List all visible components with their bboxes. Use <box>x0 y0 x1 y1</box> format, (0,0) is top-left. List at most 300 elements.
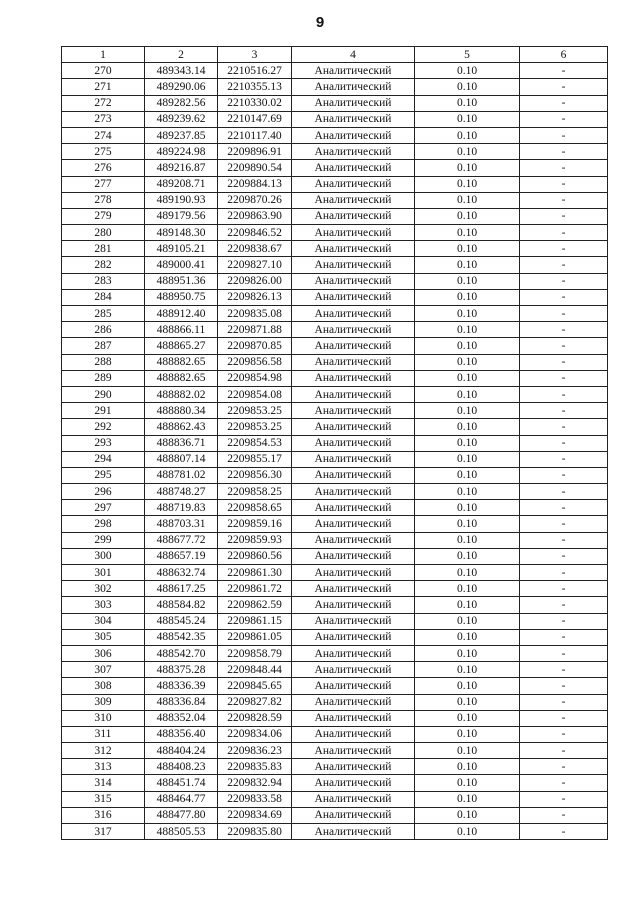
method-cell: Аналитический <box>292 160 415 176</box>
table-row <box>62 225 608 241</box>
note-cell: - <box>520 710 608 726</box>
accuracy-cell: 0.10 <box>415 225 520 241</box>
table-row <box>62 516 608 532</box>
method-cell: Аналитический <box>292 759 415 775</box>
accuracy-cell: 0.10 <box>415 451 520 467</box>
table-row <box>62 322 608 338</box>
method-cell: Аналитический <box>292 629 415 645</box>
note-cell: - <box>520 451 608 467</box>
accuracy-cell: 0.10 <box>415 176 520 192</box>
note-cell: - <box>520 95 608 111</box>
y-coordinate-cell: 2209835.80 <box>218 824 292 840</box>
note-cell: - <box>520 662 608 678</box>
accuracy-cell: 0.10 <box>415 79 520 95</box>
point-number-cell: 296 <box>62 484 145 500</box>
method-cell: Аналитический <box>292 176 415 192</box>
accuracy-cell: 0.10 <box>415 565 520 581</box>
table-row <box>62 775 608 791</box>
note-cell: - <box>520 370 608 386</box>
x-coordinate-cell: 489148.30 <box>145 225 218 241</box>
y-coordinate-cell: 2209870.85 <box>218 338 292 354</box>
x-coordinate-cell: 488703.31 <box>145 516 218 532</box>
x-coordinate-cell: 488836.71 <box>145 435 218 451</box>
table-row <box>62 95 608 111</box>
table-row <box>62 629 608 645</box>
note-cell: - <box>520 419 608 435</box>
x-coordinate-cell: 489224.98 <box>145 144 218 160</box>
note-cell: - <box>520 354 608 370</box>
x-coordinate-cell: 488862.43 <box>145 419 218 435</box>
table-row <box>62 759 608 775</box>
y-coordinate-cell: 2209858.65 <box>218 500 292 516</box>
note-cell: - <box>520 516 608 532</box>
method-cell: Аналитический <box>292 726 415 742</box>
accuracy-cell: 0.10 <box>415 516 520 532</box>
point-number-cell: 314 <box>62 775 145 791</box>
point-number-cell: 289 <box>62 370 145 386</box>
point-number-cell: 275 <box>62 144 145 160</box>
method-cell: Аналитический <box>292 694 415 710</box>
column-header-6: 6 <box>520 47 608 63</box>
x-coordinate-cell: 488542.70 <box>145 645 218 661</box>
y-coordinate-cell: 2209854.08 <box>218 386 292 402</box>
method-cell: Аналитический <box>292 516 415 532</box>
table-row <box>62 678 608 694</box>
x-coordinate-cell: 489343.14 <box>145 63 218 79</box>
y-coordinate-cell: 2209853.25 <box>218 403 292 419</box>
point-number-cell: 307 <box>62 662 145 678</box>
point-number-cell: 271 <box>62 79 145 95</box>
y-coordinate-cell: 2209896.91 <box>218 144 292 160</box>
point-number-cell: 277 <box>62 176 145 192</box>
y-coordinate-cell: 2209854.53 <box>218 435 292 451</box>
x-coordinate-cell: 488865.27 <box>145 338 218 354</box>
point-number-cell: 311 <box>62 726 145 742</box>
method-cell: Аналитический <box>292 484 415 500</box>
note-cell: - <box>520 192 608 208</box>
accuracy-cell: 0.10 <box>415 370 520 386</box>
method-cell: Аналитический <box>292 257 415 273</box>
accuracy-cell: 0.10 <box>415 694 520 710</box>
table-row <box>62 176 608 192</box>
y-coordinate-cell: 2209832.94 <box>218 775 292 791</box>
accuracy-cell: 0.10 <box>415 419 520 435</box>
accuracy-cell: 0.10 <box>415 306 520 322</box>
x-coordinate-cell: 488336.84 <box>145 694 218 710</box>
accuracy-cell: 0.10 <box>415 662 520 678</box>
table-row <box>62 127 608 143</box>
point-number-cell: 306 <box>62 645 145 661</box>
note-cell: - <box>520 467 608 483</box>
point-number-cell: 291 <box>62 403 145 419</box>
point-number-cell: 309 <box>62 694 145 710</box>
table-row <box>62 273 608 289</box>
x-coordinate-cell: 488912.40 <box>145 306 218 322</box>
point-number-cell: 279 <box>62 208 145 224</box>
x-coordinate-cell: 488477.80 <box>145 807 218 823</box>
point-number-cell: 286 <box>62 322 145 338</box>
x-coordinate-cell: 488951.36 <box>145 273 218 289</box>
method-cell: Аналитический <box>292 775 415 791</box>
method-cell: Аналитический <box>292 597 415 613</box>
method-cell: Аналитический <box>292 467 415 483</box>
method-cell: Аналитический <box>292 743 415 759</box>
table-row <box>62 63 608 79</box>
column-header-1: 1 <box>62 47 145 63</box>
y-coordinate-cell: 2209854.98 <box>218 370 292 386</box>
accuracy-cell: 0.10 <box>415 581 520 597</box>
accuracy-cell: 0.10 <box>415 403 520 419</box>
note-cell: - <box>520 807 608 823</box>
y-coordinate-cell: 2209838.67 <box>218 241 292 257</box>
point-number-cell: 274 <box>62 127 145 143</box>
accuracy-cell: 0.10 <box>415 435 520 451</box>
table-row <box>62 144 608 160</box>
point-number-cell: 294 <box>62 451 145 467</box>
point-number-cell: 297 <box>62 500 145 516</box>
accuracy-cell: 0.10 <box>415 791 520 807</box>
x-coordinate-cell: 488719.83 <box>145 500 218 516</box>
table-row <box>62 370 608 386</box>
x-coordinate-cell: 488657.19 <box>145 548 218 564</box>
table-row <box>62 160 608 176</box>
point-number-cell: 316 <box>62 807 145 823</box>
table-row <box>62 613 608 629</box>
note-cell: - <box>520 694 608 710</box>
method-cell: Аналитический <box>292 548 415 564</box>
note-cell: - <box>520 176 608 192</box>
y-coordinate-cell: 2210355.13 <box>218 79 292 95</box>
point-number-cell: 300 <box>62 548 145 564</box>
x-coordinate-cell: 488882.02 <box>145 386 218 402</box>
y-coordinate-cell: 2209871.88 <box>218 322 292 338</box>
method-cell: Аналитический <box>292 144 415 160</box>
x-coordinate-cell: 488866.11 <box>145 322 218 338</box>
note-cell: - <box>520 743 608 759</box>
method-cell: Аналитический <box>292 306 415 322</box>
y-coordinate-cell: 2209861.05 <box>218 629 292 645</box>
point-number-cell: 295 <box>62 467 145 483</box>
note-cell: - <box>520 127 608 143</box>
method-cell: Аналитический <box>292 500 415 516</box>
method-cell: Аналитический <box>292 565 415 581</box>
y-coordinate-cell: 2209858.79 <box>218 645 292 661</box>
x-coordinate-cell: 489105.21 <box>145 241 218 257</box>
accuracy-cell: 0.10 <box>415 160 520 176</box>
table-row <box>62 548 608 564</box>
table-row <box>62 208 608 224</box>
accuracy-cell: 0.10 <box>415 144 520 160</box>
accuracy-cell: 0.10 <box>415 467 520 483</box>
method-cell: Аналитический <box>292 824 415 840</box>
method-cell: Аналитический <box>292 273 415 289</box>
y-coordinate-cell: 2209861.72 <box>218 581 292 597</box>
y-coordinate-cell: 2209828.59 <box>218 710 292 726</box>
accuracy-cell: 0.10 <box>415 257 520 273</box>
x-coordinate-cell: 488404.24 <box>145 743 218 759</box>
point-number-cell: 304 <box>62 613 145 629</box>
y-coordinate-cell: 2209827.82 <box>218 694 292 710</box>
accuracy-cell: 0.10 <box>415 726 520 742</box>
table-row <box>62 726 608 742</box>
y-coordinate-cell: 2209858.25 <box>218 484 292 500</box>
coordinates-table <box>61 46 608 840</box>
x-coordinate-cell: 488505.53 <box>145 824 218 840</box>
table-row <box>62 791 608 807</box>
y-coordinate-cell: 2209835.08 <box>218 306 292 322</box>
point-number-cell: 301 <box>62 565 145 581</box>
x-coordinate-cell: 489179.56 <box>145 208 218 224</box>
table-body <box>62 63 608 840</box>
column-header-4: 4 <box>292 47 415 63</box>
y-coordinate-cell: 2209856.58 <box>218 354 292 370</box>
y-coordinate-cell: 2210147.69 <box>218 111 292 127</box>
table-row <box>62 435 608 451</box>
point-number-cell: 317 <box>62 824 145 840</box>
point-number-cell: 288 <box>62 354 145 370</box>
x-coordinate-cell: 488632.74 <box>145 565 218 581</box>
x-coordinate-cell: 488336.39 <box>145 678 218 694</box>
y-coordinate-cell: 2209826.00 <box>218 273 292 289</box>
point-number-cell: 278 <box>62 192 145 208</box>
table-row <box>62 79 608 95</box>
note-cell: - <box>520 403 608 419</box>
table-row <box>62 645 608 661</box>
x-coordinate-cell: 488584.82 <box>145 597 218 613</box>
x-coordinate-cell: 488781.02 <box>145 467 218 483</box>
y-coordinate-cell: 2209884.13 <box>218 176 292 192</box>
y-coordinate-cell: 2209870.26 <box>218 192 292 208</box>
point-number-cell: 280 <box>62 225 145 241</box>
x-coordinate-cell: 489239.62 <box>145 111 218 127</box>
point-number-cell: 302 <box>62 581 145 597</box>
accuracy-cell: 0.10 <box>415 127 520 143</box>
table-row <box>62 257 608 273</box>
note-cell: - <box>520 532 608 548</box>
method-cell: Аналитический <box>292 435 415 451</box>
accuracy-cell: 0.10 <box>415 532 520 548</box>
note-cell: - <box>520 548 608 564</box>
x-coordinate-cell: 488451.74 <box>145 775 218 791</box>
accuracy-cell: 0.10 <box>415 759 520 775</box>
method-cell: Аналитический <box>292 192 415 208</box>
note-cell: - <box>520 144 608 160</box>
method-cell: Аналитический <box>292 581 415 597</box>
y-coordinate-cell: 2209835.83 <box>218 759 292 775</box>
note-cell: - <box>520 289 608 305</box>
accuracy-cell: 0.10 <box>415 629 520 645</box>
point-number-cell: 303 <box>62 597 145 613</box>
note-cell: - <box>520 322 608 338</box>
point-number-cell: 299 <box>62 532 145 548</box>
x-coordinate-cell: 489282.56 <box>145 95 218 111</box>
point-number-cell: 293 <box>62 435 145 451</box>
note-cell: - <box>520 435 608 451</box>
y-coordinate-cell: 2209848.44 <box>218 662 292 678</box>
point-number-cell: 313 <box>62 759 145 775</box>
note-cell: - <box>520 581 608 597</box>
y-coordinate-cell: 2209856.30 <box>218 467 292 483</box>
table-row <box>62 532 608 548</box>
method-cell: Аналитический <box>292 79 415 95</box>
note-cell: - <box>520 565 608 581</box>
y-coordinate-cell: 2209853.25 <box>218 419 292 435</box>
note-cell: - <box>520 225 608 241</box>
table-row <box>62 743 608 759</box>
note-cell: - <box>520 645 608 661</box>
point-number-cell: 282 <box>62 257 145 273</box>
x-coordinate-cell: 488408.23 <box>145 759 218 775</box>
method-cell: Аналитический <box>292 791 415 807</box>
note-cell: - <box>520 160 608 176</box>
accuracy-cell: 0.10 <box>415 63 520 79</box>
y-coordinate-cell: 2209845.65 <box>218 678 292 694</box>
y-coordinate-cell: 2209846.52 <box>218 225 292 241</box>
x-coordinate-cell: 488464.77 <box>145 791 218 807</box>
x-coordinate-cell: 489190.93 <box>145 192 218 208</box>
y-coordinate-cell: 2209826.13 <box>218 289 292 305</box>
accuracy-cell: 0.10 <box>415 192 520 208</box>
note-cell: - <box>520 484 608 500</box>
y-coordinate-cell: 2209834.69 <box>218 807 292 823</box>
method-cell: Аналитический <box>292 208 415 224</box>
method-cell: Аналитический <box>292 63 415 79</box>
note-cell: - <box>520 629 608 645</box>
table-row <box>62 289 608 305</box>
note-cell: - <box>520 208 608 224</box>
x-coordinate-cell: 488882.65 <box>145 370 218 386</box>
note-cell: - <box>520 500 608 516</box>
note-cell: - <box>520 111 608 127</box>
y-coordinate-cell: 2209859.16 <box>218 516 292 532</box>
point-number-cell: 272 <box>62 95 145 111</box>
x-coordinate-cell: 488807.14 <box>145 451 218 467</box>
table-row <box>62 500 608 516</box>
accuracy-cell: 0.10 <box>415 597 520 613</box>
method-cell: Аналитический <box>292 532 415 548</box>
note-cell: - <box>520 791 608 807</box>
note-cell: - <box>520 257 608 273</box>
note-cell: - <box>520 759 608 775</box>
x-coordinate-cell: 488617.25 <box>145 581 218 597</box>
note-cell: - <box>520 597 608 613</box>
x-coordinate-cell: 488882.65 <box>145 354 218 370</box>
y-coordinate-cell: 2210516.27 <box>218 63 292 79</box>
accuracy-cell: 0.10 <box>415 775 520 791</box>
x-coordinate-cell: 489208.71 <box>145 176 218 192</box>
method-cell: Аналитический <box>292 241 415 257</box>
point-number-cell: 290 <box>62 386 145 402</box>
table-row <box>62 338 608 354</box>
x-coordinate-cell: 489216.87 <box>145 160 218 176</box>
note-cell: - <box>520 63 608 79</box>
note-cell: - <box>520 678 608 694</box>
point-number-cell: 287 <box>62 338 145 354</box>
x-coordinate-cell: 488950.75 <box>145 289 218 305</box>
y-coordinate-cell: 2209855.17 <box>218 451 292 467</box>
note-cell: - <box>520 306 608 322</box>
x-coordinate-cell: 489290.06 <box>145 79 218 95</box>
accuracy-cell: 0.10 <box>415 548 520 564</box>
y-coordinate-cell: 2209859.93 <box>218 532 292 548</box>
accuracy-cell: 0.10 <box>415 613 520 629</box>
table-row <box>62 386 608 402</box>
table-row <box>62 419 608 435</box>
accuracy-cell: 0.10 <box>415 111 520 127</box>
column-header-2: 2 <box>145 47 218 63</box>
accuracy-cell: 0.10 <box>415 500 520 516</box>
y-coordinate-cell: 2209861.15 <box>218 613 292 629</box>
point-number-cell: 270 <box>62 63 145 79</box>
y-coordinate-cell: 2209890.54 <box>218 160 292 176</box>
column-header-5: 5 <box>415 47 520 63</box>
table-row <box>62 467 608 483</box>
y-coordinate-cell: 2209860.56 <box>218 548 292 564</box>
note-cell: - <box>520 273 608 289</box>
y-coordinate-cell: 2209862.59 <box>218 597 292 613</box>
table-row <box>62 241 608 257</box>
accuracy-cell: 0.10 <box>415 273 520 289</box>
method-cell: Аналитический <box>292 386 415 402</box>
method-cell: Аналитический <box>292 662 415 678</box>
table-row <box>62 824 608 840</box>
point-number-cell: 298 <box>62 516 145 532</box>
x-coordinate-cell: 488356.40 <box>145 726 218 742</box>
note-cell: - <box>520 338 608 354</box>
point-number-cell: 284 <box>62 289 145 305</box>
accuracy-cell: 0.10 <box>415 322 520 338</box>
table-row <box>62 565 608 581</box>
x-coordinate-cell: 488545.24 <box>145 613 218 629</box>
accuracy-cell: 0.10 <box>415 807 520 823</box>
point-number-cell: 312 <box>62 743 145 759</box>
method-cell: Аналитический <box>292 710 415 726</box>
method-cell: Аналитический <box>292 678 415 694</box>
x-coordinate-cell: 488352.04 <box>145 710 218 726</box>
x-coordinate-cell: 489237.85 <box>145 127 218 143</box>
method-cell: Аналитический <box>292 613 415 629</box>
table-row <box>62 662 608 678</box>
accuracy-cell: 0.10 <box>415 645 520 661</box>
accuracy-cell: 0.10 <box>415 241 520 257</box>
x-coordinate-cell: 488375.28 <box>145 662 218 678</box>
accuracy-cell: 0.10 <box>415 208 520 224</box>
y-coordinate-cell: 2210330.02 <box>218 95 292 111</box>
table-row <box>62 484 608 500</box>
y-coordinate-cell: 2209836.23 <box>218 743 292 759</box>
table-header-row <box>62 47 608 63</box>
table-row <box>62 710 608 726</box>
table-row <box>62 597 608 613</box>
accuracy-cell: 0.10 <box>415 484 520 500</box>
accuracy-cell: 0.10 <box>415 338 520 354</box>
point-number-cell: 276 <box>62 160 145 176</box>
accuracy-cell: 0.10 <box>415 386 520 402</box>
table-row <box>62 451 608 467</box>
accuracy-cell: 0.10 <box>415 824 520 840</box>
method-cell: Аналитический <box>292 289 415 305</box>
x-coordinate-cell: 488677.72 <box>145 532 218 548</box>
note-cell: - <box>520 79 608 95</box>
note-cell: - <box>520 726 608 742</box>
y-coordinate-cell: 2209834.06 <box>218 726 292 742</box>
accuracy-cell: 0.10 <box>415 354 520 370</box>
method-cell: Аналитический <box>292 354 415 370</box>
column-header-3: 3 <box>218 47 292 63</box>
method-cell: Аналитический <box>292 338 415 354</box>
method-cell: Аналитический <box>292 419 415 435</box>
y-coordinate-cell: 2209833.58 <box>218 791 292 807</box>
